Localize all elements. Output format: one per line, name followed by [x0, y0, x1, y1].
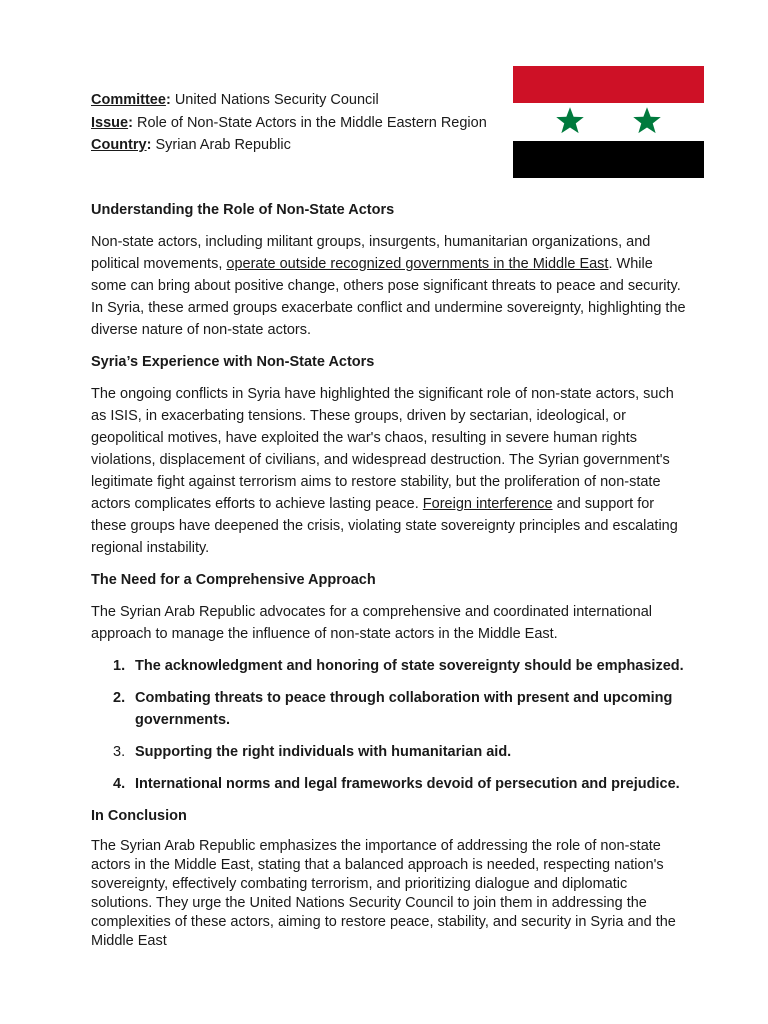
flag-red-band [513, 66, 704, 103]
issue-value: Role of Non-State Actors in the Middle Eastern Region [136, 114, 487, 131]
flag-white-band [513, 103, 704, 140]
section-heading: The Need for a Comprehensive Approach [91, 572, 376, 588]
syria-flag-image [513, 66, 704, 178]
country-row: Country: Syrian Arab Republic [91, 137, 291, 153]
country-label: Country [91, 137, 147, 153]
star-icon [555, 106, 585, 136]
list-item: 2. Combating threats to peace through collaboration with present and upcoming governments. [113, 690, 673, 728]
underlined-link[interactable]: operate outside recognized governments in the Middle East [226, 256, 609, 272]
section-heading: Syria’s Experience with Non-State Actors [91, 354, 375, 370]
section-heading: Understanding the Role of Non-State Actors [91, 202, 395, 218]
underlined-link[interactable]: Foreign interference [422, 496, 553, 512]
star-icon [632, 106, 662, 136]
numbered-list [91, 655, 691, 795]
issue-row: Issue: Role of Non-State Actors in the Middle Eastern Region [91, 114, 487, 131]
document-body [91, 199, 691, 951]
section-paragraph: The Syrian Arab Republic advocates for a comprehensive and coordinated international approach to manage the influence of non-state actors in the Middle East. [91, 604, 653, 642]
flag-black-band [513, 141, 704, 178]
section-paragraph: Non-state actors, including militant groups, insurgents, humanitarian organizations, and political movements, operate outside recognized governments in the Middle East. While some can bring about positive change, others pose significant threats to peace and security. In Syria, these armed groups exacerbate conflict and undermine sovereignty, highlighting the diverse nature of non-state actors. [91, 234, 686, 338]
committee-label: Committee [91, 92, 166, 108]
issue-label: Issue [91, 114, 129, 131]
list-item: 3. Supporting the right individuals with humanitarian aid. [113, 744, 512, 760]
committee-row: Committee: United Nations Security Council [91, 92, 379, 108]
list-item: 1. The acknowledgment and honoring of state sovereignty should be emphasized. [113, 658, 684, 674]
section-paragraph: The ongoing conflicts in Syria have highlighted the significant role of non-state actors, such as ISIS, in exacerbating tensions. These groups, driven by sectarian, ideological, or geopolitical motives, have exploited the war's chaos, resulting in severe human rights violations, displacement of civilians, and widespread destruction. The Syrian government's legitimate fight against terrorism aims to restore stability, but the proliferation of non-state actors complicates efforts to achieve lasting peace. Foreign interference and support for these groups have deepened the crisis, violating state sovereignty principles and escalating regional instability. [91, 386, 678, 556]
section-heading: In Conclusion [91, 808, 187, 824]
country-value: Syrian Arab Republic [155, 137, 291, 153]
committee-value: United Nations Security Council [174, 92, 379, 108]
section-paragraph: The Syrian Arab Republic emphasizes the importance of addressing the role of non-state actors in the Middle East, stating that a balanced approach is needed, respecting nation's sovereignty, effectively combating terrorism, and prioritizing dialogue and diplomatic solutions. They urge the United Nations Security Council to join them in addressing the complexities of these actors, aiming to restore peace, stability, and security in Syria and the Middle East [91, 838, 676, 949]
list-item: 4. International norms and legal frameworks devoid of persecution and prejudice. [113, 776, 680, 792]
document-meta [91, 89, 487, 157]
